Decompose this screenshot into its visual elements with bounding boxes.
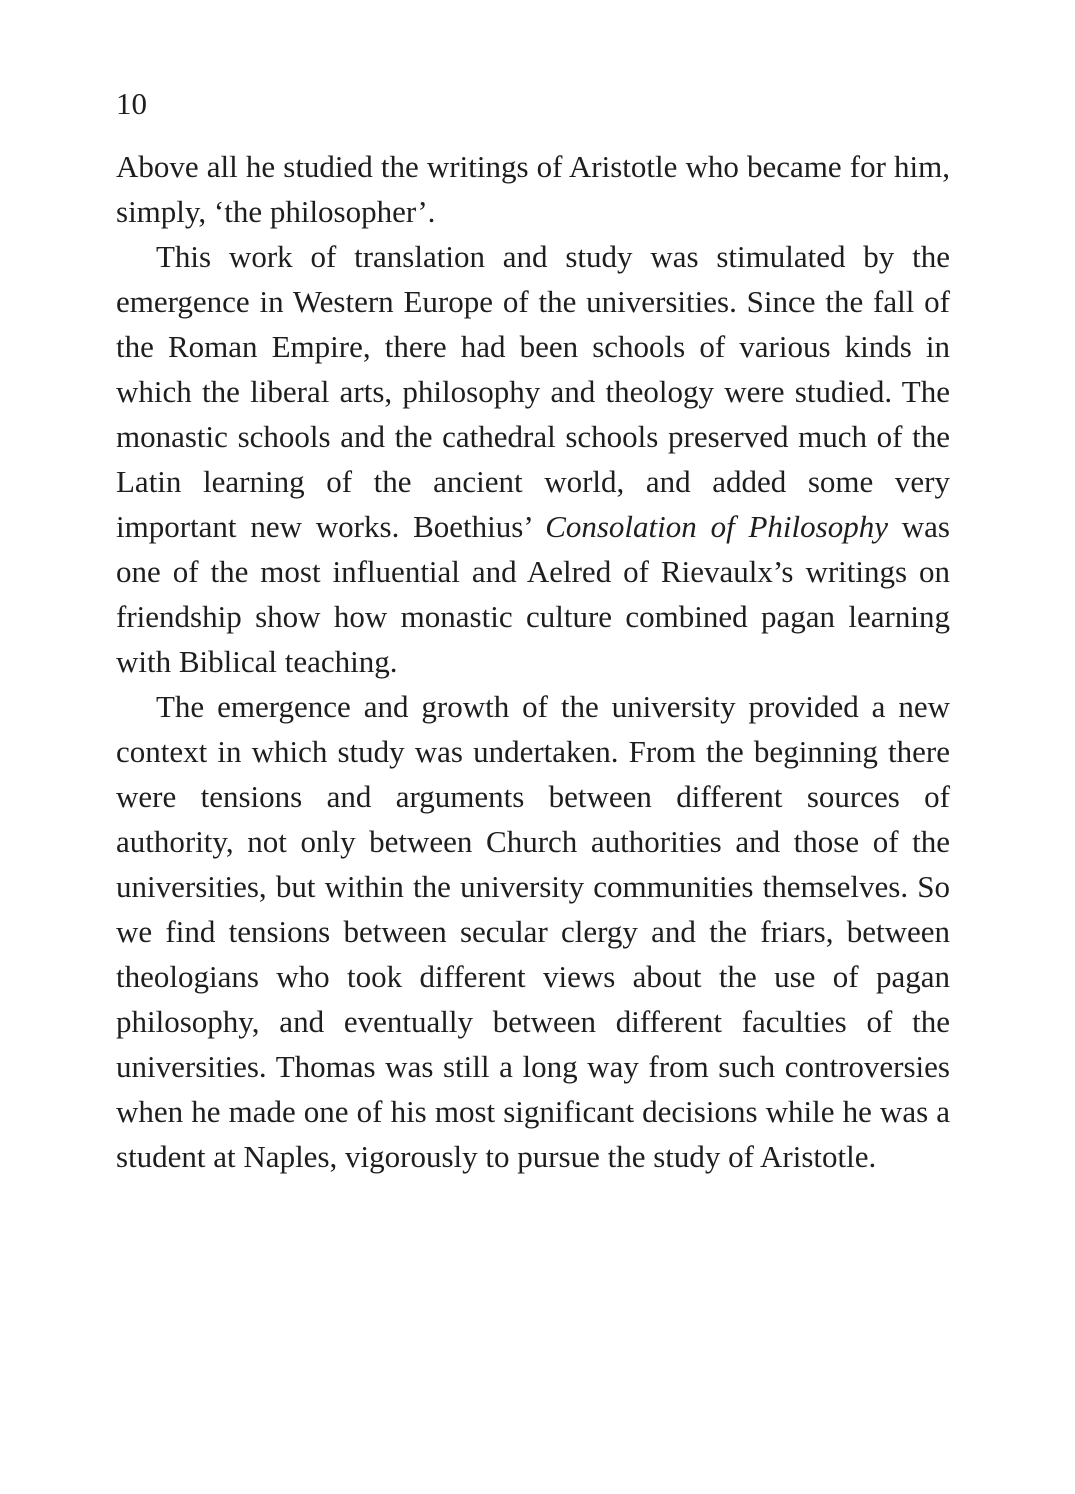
paragraph [116, 234, 950, 684]
paragraph-text: Above all he studied the writings of Aristotle who became for him, simply, ‘the philosopher’. [116, 149, 950, 229]
paragraph-text: The emergence and growth of the university provided a new context in which study was undertaken. From the beginning there were tensions and arguments between different sources of authority, not only between Church authorities and those of the universities, but within the university communities themselves. So we find tensions between secular clergy and the friars, between theologians who took different views about the use of pagan philosophy, and eventually between different faculties of the universities. Thomas was still a long way from such controversies when he made one of his most significant decisions while he was a student at Naples, vigorously to pursue the study of Aristotle. [116, 689, 950, 1174]
italic-title-text: Consolation of Philosophy [545, 509, 888, 544]
paragraph-text: This work of translation and study was stimulated by the emergence in Western Europe of the universities. Since the fall of the Roman Empire, there had been schools of various kinds in which the liberal arts, philosophy and theology were studied. The monastic schools and the cathedral schools preserved much of the Latin learning of the ancient world, and added some very important new works. Boethius’ [116, 239, 950, 544]
paragraph [116, 684, 950, 1179]
paragraph [116, 144, 950, 234]
paragraph-text: was one of the most influential and Aelred of Rievaulx’s writings on friendship show how monastic culture combined pagan learning with Biblical teaching. [116, 509, 951, 679]
body-text [116, 144, 950, 1179]
page-number: 10 [116, 86, 147, 121]
